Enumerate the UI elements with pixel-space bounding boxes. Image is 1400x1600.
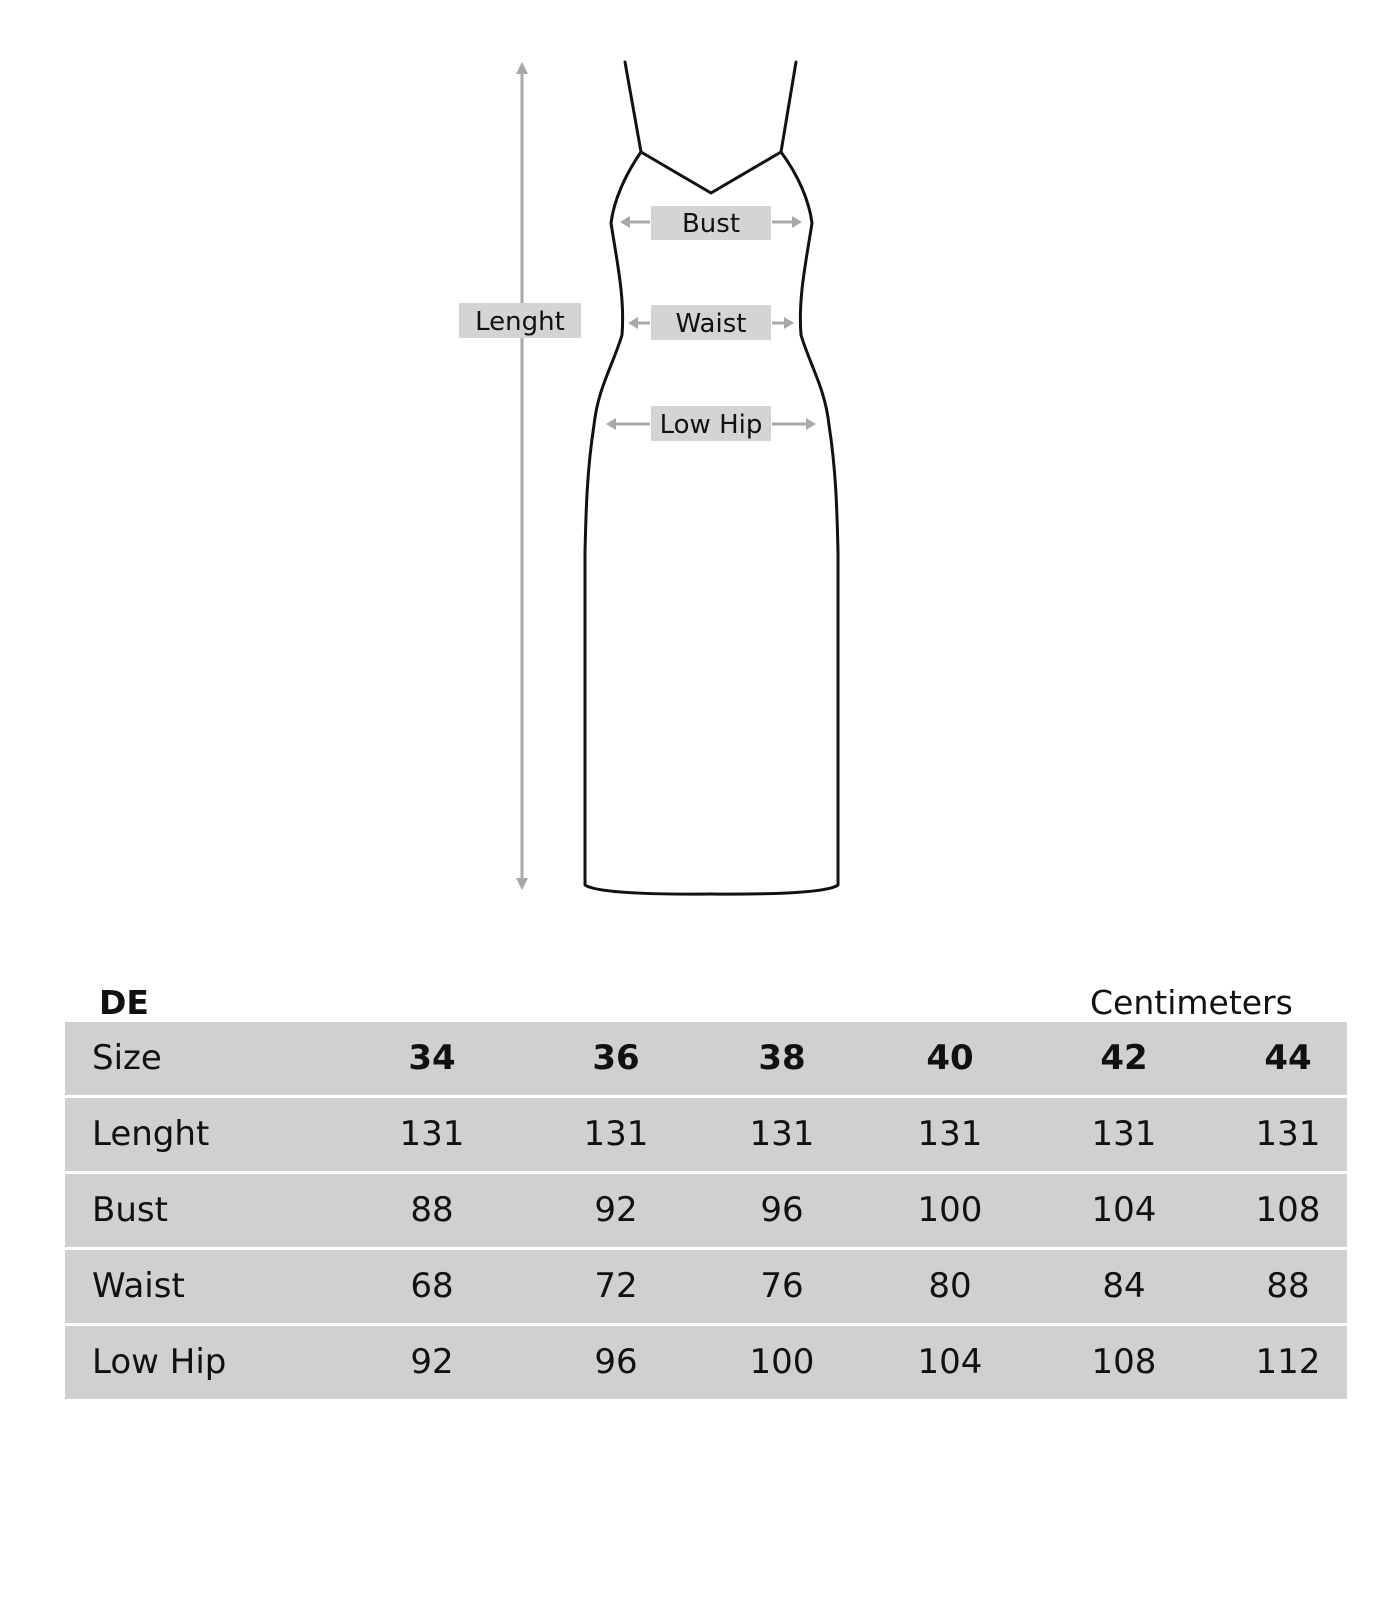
table-cell: 131 — [1255, 1114, 1321, 1154]
table-cell: 84 — [1102, 1266, 1146, 1306]
size-36: 36 — [592, 1038, 640, 1078]
table-cell: 131 — [749, 1114, 815, 1154]
table-header-row — [65, 1022, 1347, 1095]
table-row-bust — [65, 1174, 1347, 1247]
table-cell: 131 — [399, 1114, 465, 1154]
row-label: Waist — [92, 1266, 185, 1306]
table-cell: 131 — [917, 1114, 983, 1154]
row-label: Lenght — [92, 1114, 210, 1154]
table-cell: 108 — [1091, 1342, 1157, 1382]
table-cell: 104 — [917, 1342, 983, 1382]
bust-label: Bust — [681, 209, 741, 239]
left-strap — [625, 62, 641, 152]
size-42: 42 — [1100, 1038, 1148, 1078]
size-table — [65, 1022, 1347, 1402]
table-row-low-hip — [65, 1326, 1347, 1399]
size-34: 34 — [408, 1038, 456, 1078]
table-cell: 92 — [410, 1342, 454, 1382]
size-44: 44 — [1264, 1038, 1312, 1078]
right-strap — [781, 62, 796, 152]
table-row-waist — [65, 1250, 1347, 1323]
table-cell: 131 — [583, 1114, 649, 1154]
table-cell: 100 — [749, 1342, 815, 1382]
table-cell: 72 — [594, 1266, 638, 1306]
size-system-label: DE — [99, 983, 149, 1022]
table-cell: 108 — [1255, 1190, 1321, 1230]
waist-label: Waist — [675, 309, 747, 339]
row-label: Bust — [92, 1190, 168, 1230]
length-arrow — [516, 62, 528, 890]
table-cell: 96 — [760, 1190, 804, 1230]
table-cell: 80 — [928, 1266, 972, 1306]
dress-body — [585, 152, 838, 894]
row-label: Low Hip — [92, 1342, 227, 1382]
table-cell: 96 — [594, 1342, 638, 1382]
header-label: Size — [92, 1038, 162, 1078]
table-cell: 88 — [1266, 1266, 1310, 1306]
low-hip-label: Low Hip — [659, 410, 763, 440]
table-cell: 88 — [410, 1190, 454, 1230]
dress-outline — [585, 62, 838, 894]
table-cell: 92 — [594, 1190, 638, 1230]
size-40: 40 — [926, 1038, 974, 1078]
length-label: Lenght — [475, 307, 565, 337]
table-cell: 104 — [1091, 1190, 1157, 1230]
table-cell: 131 — [1091, 1114, 1157, 1154]
v-neckline — [641, 152, 781, 193]
table-cell: 112 — [1255, 1342, 1321, 1382]
table-row-length — [65, 1098, 1347, 1171]
table-cell: 100 — [917, 1190, 983, 1230]
size-38: 38 — [758, 1038, 806, 1078]
table-cell: 68 — [410, 1266, 454, 1306]
unit-label: Centimeters — [1090, 983, 1293, 1022]
table-cell: 76 — [760, 1266, 804, 1306]
